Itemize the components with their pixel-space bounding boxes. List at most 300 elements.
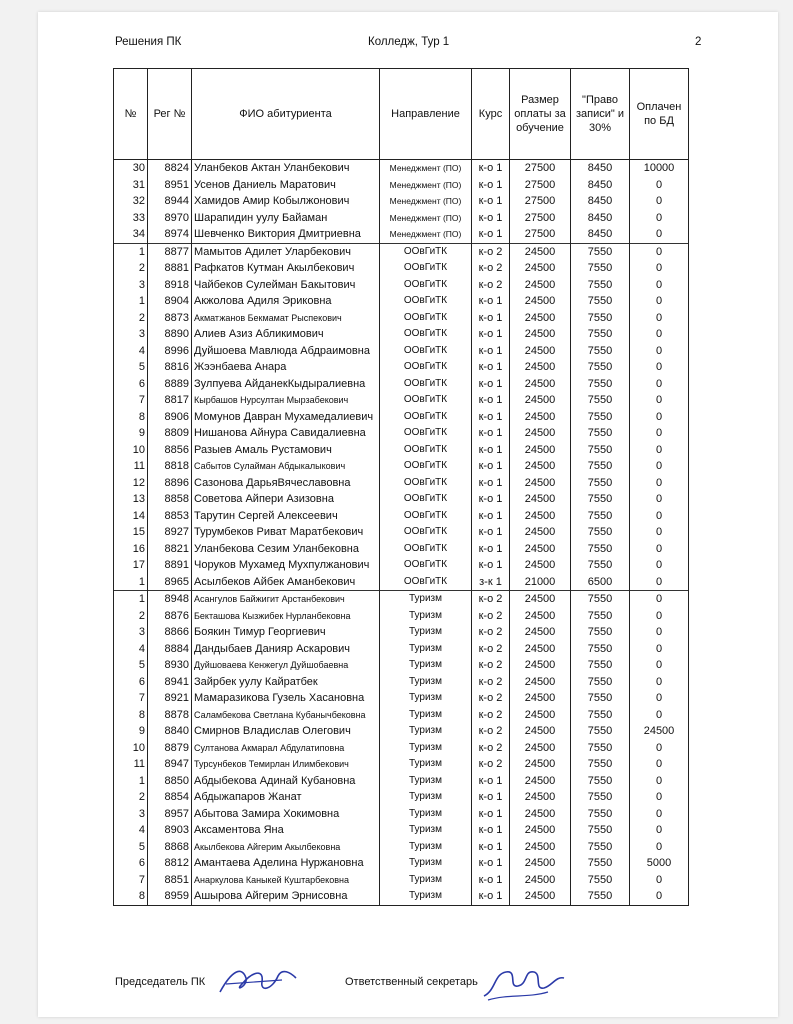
table-row (114, 310, 689, 327)
direction: Туризм (380, 839, 472, 856)
course: к-о 2 (472, 260, 510, 277)
table-body (114, 160, 689, 906)
pravo-zapisi: 7550 (571, 343, 630, 360)
row-number: 4 (114, 343, 148, 360)
row-number: 17 (114, 557, 148, 574)
reg-number: 8891 (148, 557, 192, 574)
paid-amount: 0 (630, 293, 689, 310)
reg-number: 8896 (148, 475, 192, 492)
applicant-name: Чайбеков Сулейман Бакытович (192, 277, 380, 294)
applicant-name: Акжолова Адиля Эриковна (192, 293, 380, 310)
table-row (114, 657, 689, 674)
applicant-name: Чоруков Мухамед Мухпулжанович (192, 557, 380, 574)
applicant-name: Тарутин Сергей Алексеевич (192, 508, 380, 525)
paid-amount: 0 (630, 674, 689, 691)
direction: Менеджмент (ПО) (380, 210, 472, 227)
applicant-name: Разыев Амаль Рустамович (192, 442, 380, 459)
direction: Туризм (380, 608, 472, 625)
row-number: 6 (114, 376, 148, 393)
tuition-fee: 24500 (510, 707, 571, 724)
tuition-fee: 24500 (510, 425, 571, 442)
direction: Туризм (380, 641, 472, 658)
row-number: 2 (114, 789, 148, 806)
col-header-number: № (114, 69, 148, 160)
table-row (114, 888, 689, 905)
tuition-fee: 27500 (510, 160, 571, 177)
table-row (114, 557, 689, 574)
direction: ООвГиТК (380, 376, 472, 393)
tuition-fee: 24500 (510, 822, 571, 839)
direction: ООвГиТК (380, 343, 472, 360)
paid-amount: 0 (630, 591, 689, 608)
paid-amount: 0 (630, 641, 689, 658)
tuition-fee: 24500 (510, 641, 571, 658)
applicant-name: Хамидов Амир Кобылжонович (192, 193, 380, 210)
paid-amount: 0 (630, 822, 689, 839)
pravo-zapisi: 7550 (571, 425, 630, 442)
tuition-fee: 24500 (510, 657, 571, 674)
tuition-fee: 24500 (510, 243, 571, 260)
row-number: 1 (114, 243, 148, 260)
applicant-name: Дуйшоваева Кенжегул Дуйшобаевна (192, 657, 380, 674)
direction: ООвГиТК (380, 541, 472, 558)
applicant-name: Мамытов Адилет Уларбекович (192, 243, 380, 260)
course: к-о 2 (472, 707, 510, 724)
direction: ООвГиТК (380, 293, 472, 310)
table-row (114, 277, 689, 294)
pravo-zapisi: 7550 (571, 690, 630, 707)
col-header-reg: Рег № (148, 69, 192, 160)
tuition-fee: 24500 (510, 376, 571, 393)
direction: Туризм (380, 855, 472, 872)
direction: ООвГиТК (380, 442, 472, 459)
reg-number: 8876 (148, 608, 192, 625)
direction: Туризм (380, 707, 472, 724)
course: к-о 1 (472, 872, 510, 889)
reg-number: 8840 (148, 723, 192, 740)
applicant-name: Мамаразикова Гузель Хасановна (192, 690, 380, 707)
row-number: 15 (114, 524, 148, 541)
row-number: 2 (114, 310, 148, 327)
tuition-fee: 24500 (510, 508, 571, 525)
row-number: 5 (114, 839, 148, 856)
row-number: 13 (114, 491, 148, 508)
row-number: 10 (114, 740, 148, 757)
table-row (114, 326, 689, 343)
course: к-о 2 (472, 243, 510, 260)
pravo-zapisi: 7550 (571, 508, 630, 525)
table-row (114, 508, 689, 525)
course: к-о 1 (472, 160, 510, 177)
pravo-zapisi: 8450 (571, 210, 630, 227)
paid-amount: 0 (630, 193, 689, 210)
pravo-zapisi: 7550 (571, 740, 630, 757)
paid-amount: 0 (630, 574, 689, 591)
paid-amount: 0 (630, 508, 689, 525)
direction: ООвГиТК (380, 475, 472, 492)
applicant-name: Шарапидин уулу Байаман (192, 210, 380, 227)
tuition-fee: 24500 (510, 740, 571, 757)
course: к-о 1 (472, 475, 510, 492)
row-number: 7 (114, 690, 148, 707)
direction: Туризм (380, 806, 472, 823)
pravo-zapisi: 7550 (571, 756, 630, 773)
tuition-fee: 27500 (510, 210, 571, 227)
pravo-zapisi: 7550 (571, 409, 630, 426)
applicant-name: Усенов Даниель Маратович (192, 177, 380, 194)
direction: Менеджмент (ПО) (380, 226, 472, 243)
paid-amount: 0 (630, 210, 689, 227)
row-number: 5 (114, 359, 148, 376)
table-row (114, 409, 689, 426)
row-number: 8 (114, 707, 148, 724)
direction: Туризм (380, 773, 472, 790)
col-header-direction: Направление (380, 69, 472, 160)
tuition-fee: 24500 (510, 608, 571, 625)
applicant-name: Ашырова Айгерим Эрнисовна (192, 888, 380, 905)
pravo-zapisi: 6500 (571, 574, 630, 591)
course: к-о 1 (472, 557, 510, 574)
reg-number: 8853 (148, 508, 192, 525)
pravo-zapisi: 7550 (571, 557, 630, 574)
paid-amount: 0 (630, 524, 689, 541)
direction: ООвГиТК (380, 557, 472, 574)
tuition-fee: 27500 (510, 193, 571, 210)
applicant-name: Турумбеков Риват Маратбекович (192, 524, 380, 541)
tuition-fee: 24500 (510, 326, 571, 343)
table-row (114, 210, 689, 227)
table-row (114, 491, 689, 508)
table-row (114, 674, 689, 691)
tuition-fee: 24500 (510, 359, 571, 376)
course: к-о 2 (472, 756, 510, 773)
table-row (114, 855, 689, 872)
pravo-zapisi: 7550 (571, 591, 630, 608)
table-row (114, 773, 689, 790)
col-header-fee: Размер оплаты за обучение (510, 69, 571, 160)
row-number: 4 (114, 641, 148, 658)
applicant-name: Асылбеков Айбек Аманбекович (192, 574, 380, 591)
reg-number: 8868 (148, 839, 192, 856)
course: к-о 1 (472, 392, 510, 409)
course: к-о 2 (472, 740, 510, 757)
reg-number: 8817 (148, 392, 192, 409)
table-row (114, 160, 689, 177)
direction: ООвГиТК (380, 491, 472, 508)
tuition-fee: 24500 (510, 409, 571, 426)
direction: Туризм (380, 674, 472, 691)
course: к-о 2 (472, 608, 510, 625)
reg-number: 8918 (148, 277, 192, 294)
applicant-name: Сабытов Сулайман Абдыкалыкович (192, 458, 380, 475)
table-row (114, 177, 689, 194)
row-number: 2 (114, 260, 148, 277)
reg-number: 8921 (148, 690, 192, 707)
results-table (113, 68, 689, 906)
col-header-paid: Оплачен по БД (630, 69, 689, 160)
pravo-zapisi: 7550 (571, 723, 630, 740)
reg-number: 8906 (148, 409, 192, 426)
applicant-name: Зайрбек уулу Кайратбек (192, 674, 380, 691)
pravo-zapisi: 8450 (571, 177, 630, 194)
reg-number: 8851 (148, 872, 192, 889)
table-row (114, 740, 689, 757)
course: к-о 1 (472, 458, 510, 475)
course: к-о 1 (472, 210, 510, 227)
row-number: 5 (114, 657, 148, 674)
tuition-fee: 27500 (510, 226, 571, 243)
col-header-course: Курс (472, 69, 510, 160)
course: к-о 1 (472, 773, 510, 790)
reg-number: 8889 (148, 376, 192, 393)
reg-number: 8996 (148, 343, 192, 360)
course: к-о 1 (472, 855, 510, 872)
course: к-о 1 (472, 806, 510, 823)
paid-amount: 0 (630, 392, 689, 409)
tuition-fee: 24500 (510, 624, 571, 641)
table-row (114, 707, 689, 724)
tuition-fee: 24500 (510, 839, 571, 856)
direction: Менеджмент (ПО) (380, 177, 472, 194)
course: к-о 1 (472, 491, 510, 508)
tuition-fee: 24500 (510, 475, 571, 492)
applicant-name: Шевченко Виктория Дмитриевна (192, 226, 380, 243)
tuition-fee: 24500 (510, 888, 571, 905)
pravo-zapisi: 7550 (571, 260, 630, 277)
table-row (114, 806, 689, 823)
table-row (114, 789, 689, 806)
reg-number: 8927 (148, 524, 192, 541)
paid-amount: 0 (630, 740, 689, 757)
header-center: Колледж, Тур 1 (368, 36, 450, 48)
table-row (114, 293, 689, 310)
pravo-zapisi: 8450 (571, 160, 630, 177)
table-row (114, 822, 689, 839)
applicant-name: Алиев Азиз Абликимович (192, 326, 380, 343)
pravo-zapisi: 7550 (571, 657, 630, 674)
table-row (114, 608, 689, 625)
pravo-zapisi: 7550 (571, 491, 630, 508)
paid-amount: 0 (630, 277, 689, 294)
applicant-name: Советова Айпери Азизовна (192, 491, 380, 508)
row-number: 1 (114, 591, 148, 608)
paid-amount: 24500 (630, 723, 689, 740)
applicant-name: Уланбекова Сезим Уланбековна (192, 541, 380, 558)
row-number: 16 (114, 541, 148, 558)
course: к-о 2 (472, 674, 510, 691)
paid-amount: 0 (630, 475, 689, 492)
tuition-fee: 24500 (510, 524, 571, 541)
pravo-zapisi: 7550 (571, 376, 630, 393)
reg-number: 8873 (148, 310, 192, 327)
applicant-name: Зулпуева АйданекКыдыралиевна (192, 376, 380, 393)
course: к-о 1 (472, 310, 510, 327)
table-row (114, 574, 689, 591)
pravo-zapisi: 7550 (571, 359, 630, 376)
table-row (114, 690, 689, 707)
table-row (114, 260, 689, 277)
direction: ООвГиТК (380, 243, 472, 260)
paid-amount: 0 (630, 541, 689, 558)
table-row (114, 524, 689, 541)
paid-amount: 0 (630, 557, 689, 574)
applicant-name: Акматжанов Бекмамат Рыспекович (192, 310, 380, 327)
pravo-zapisi: 7550 (571, 641, 630, 658)
paid-amount: 0 (630, 226, 689, 243)
row-number: 9 (114, 425, 148, 442)
table-row (114, 243, 689, 260)
pravo-zapisi: 7550 (571, 293, 630, 310)
course: к-о 1 (472, 326, 510, 343)
applicant-name: Аксаментова Яна (192, 822, 380, 839)
paid-amount: 0 (630, 458, 689, 475)
reg-number: 8854 (148, 789, 192, 806)
applicant-name: Дуйшоева Мавлюда Абдраимовна (192, 343, 380, 360)
applicant-name: Нишанова Айнура Савидалиевна (192, 425, 380, 442)
pravo-zapisi: 7550 (571, 872, 630, 889)
row-number: 6 (114, 674, 148, 691)
paid-amount: 0 (630, 608, 689, 625)
applicant-name: Рафкатов Кутман Акылбекович (192, 260, 380, 277)
applicant-name: Амантаева Аделина Нуржановна (192, 855, 380, 872)
reg-number: 8818 (148, 458, 192, 475)
applicant-name: Кырбашов Нурсултан Мырзабекович (192, 392, 380, 409)
row-number: 12 (114, 475, 148, 492)
paid-amount: 0 (630, 177, 689, 194)
tuition-fee: 24500 (510, 756, 571, 773)
course: к-о 2 (472, 723, 510, 740)
course: к-о 1 (472, 541, 510, 558)
reg-number: 8878 (148, 707, 192, 724)
tuition-fee: 24500 (510, 690, 571, 707)
pravo-zapisi: 7550 (571, 789, 630, 806)
course: к-о 1 (472, 177, 510, 194)
pravo-zapisi: 7550 (571, 442, 630, 459)
reg-number: 8974 (148, 226, 192, 243)
row-number: 3 (114, 624, 148, 641)
reg-number: 8866 (148, 624, 192, 641)
paid-amount: 0 (630, 409, 689, 426)
table-row (114, 442, 689, 459)
col-header-pravo: "Право записи" и 30% (571, 69, 630, 160)
tuition-fee: 24500 (510, 260, 571, 277)
paid-amount: 0 (630, 310, 689, 327)
paid-amount: 0 (630, 343, 689, 360)
paid-amount: 0 (630, 806, 689, 823)
pravo-zapisi: 8450 (571, 193, 630, 210)
row-number: 8 (114, 409, 148, 426)
pravo-zapisi: 7550 (571, 806, 630, 823)
tuition-fee: 24500 (510, 591, 571, 608)
applicant-name: Смирнов Владислав Олегович (192, 723, 380, 740)
pravo-zapisi: 7550 (571, 839, 630, 856)
course: к-о 2 (472, 277, 510, 294)
reg-number: 8858 (148, 491, 192, 508)
pravo-zapisi: 7550 (571, 458, 630, 475)
reg-number: 8957 (148, 806, 192, 823)
paid-amount: 0 (630, 657, 689, 674)
applicant-name: Момунов Давран Мухамедалиевич (192, 409, 380, 426)
paid-amount: 0 (630, 624, 689, 641)
direction: ООвГиТК (380, 260, 472, 277)
reg-number: 8930 (148, 657, 192, 674)
reg-number: 8947 (148, 756, 192, 773)
direction: ООвГиТК (380, 524, 472, 541)
row-number: 30 (114, 160, 148, 177)
applicant-name: Абдыжапаров Жанат (192, 789, 380, 806)
tuition-fee: 24500 (510, 674, 571, 691)
tuition-fee: 24500 (510, 392, 571, 409)
pravo-zapisi: 7550 (571, 310, 630, 327)
row-number: 8 (114, 888, 148, 905)
pravo-zapisi: 7550 (571, 392, 630, 409)
paid-amount: 0 (630, 690, 689, 707)
reg-number: 8809 (148, 425, 192, 442)
applicant-name: Абытова Замира Хокимовна (192, 806, 380, 823)
pravo-zapisi: 8450 (571, 226, 630, 243)
row-number: 6 (114, 855, 148, 872)
tuition-fee: 24500 (510, 541, 571, 558)
paid-amount: 0 (630, 425, 689, 442)
table-row (114, 226, 689, 243)
reg-number: 8856 (148, 442, 192, 459)
course: к-о 1 (472, 409, 510, 426)
direction: Менеджмент (ПО) (380, 160, 472, 177)
chairman-signature (212, 962, 302, 1000)
paid-amount: 0 (630, 359, 689, 376)
direction: ООвГиТК (380, 392, 472, 409)
pravo-zapisi: 7550 (571, 608, 630, 625)
reg-number: 8904 (148, 293, 192, 310)
row-number: 1 (114, 574, 148, 591)
course: к-о 2 (472, 591, 510, 608)
course: к-о 1 (472, 839, 510, 856)
reg-number: 8850 (148, 773, 192, 790)
pravo-zapisi: 7550 (571, 888, 630, 905)
paid-amount: 0 (630, 839, 689, 856)
course: к-о 1 (472, 376, 510, 393)
tuition-fee: 24500 (510, 789, 571, 806)
pravo-zapisi: 7550 (571, 773, 630, 790)
row-number: 7 (114, 872, 148, 889)
tuition-fee: 24500 (510, 557, 571, 574)
tuition-fee: 24500 (510, 442, 571, 459)
table-row (114, 624, 689, 641)
table-row (114, 591, 689, 608)
row-number: 9 (114, 723, 148, 740)
reg-number: 8877 (148, 243, 192, 260)
direction: Туризм (380, 624, 472, 641)
tuition-fee: 24500 (510, 723, 571, 740)
table-row (114, 872, 689, 889)
reg-number: 8812 (148, 855, 192, 872)
direction: ООвГиТК (380, 326, 472, 343)
paid-amount: 10000 (630, 160, 689, 177)
reg-number: 8816 (148, 359, 192, 376)
direction: ООвГиТК (380, 277, 472, 294)
direction: ООвГиТК (380, 574, 472, 591)
table-row (114, 458, 689, 475)
page-number: 2 (695, 36, 702, 48)
reg-number: 8970 (148, 210, 192, 227)
table-row (114, 392, 689, 409)
table-row (114, 756, 689, 773)
reg-number: 8965 (148, 574, 192, 591)
tuition-fee: 24500 (510, 293, 571, 310)
applicant-name: Акылбекова Айгерим Акылбековна (192, 839, 380, 856)
course: к-о 1 (472, 442, 510, 459)
tuition-fee: 24500 (510, 310, 571, 327)
